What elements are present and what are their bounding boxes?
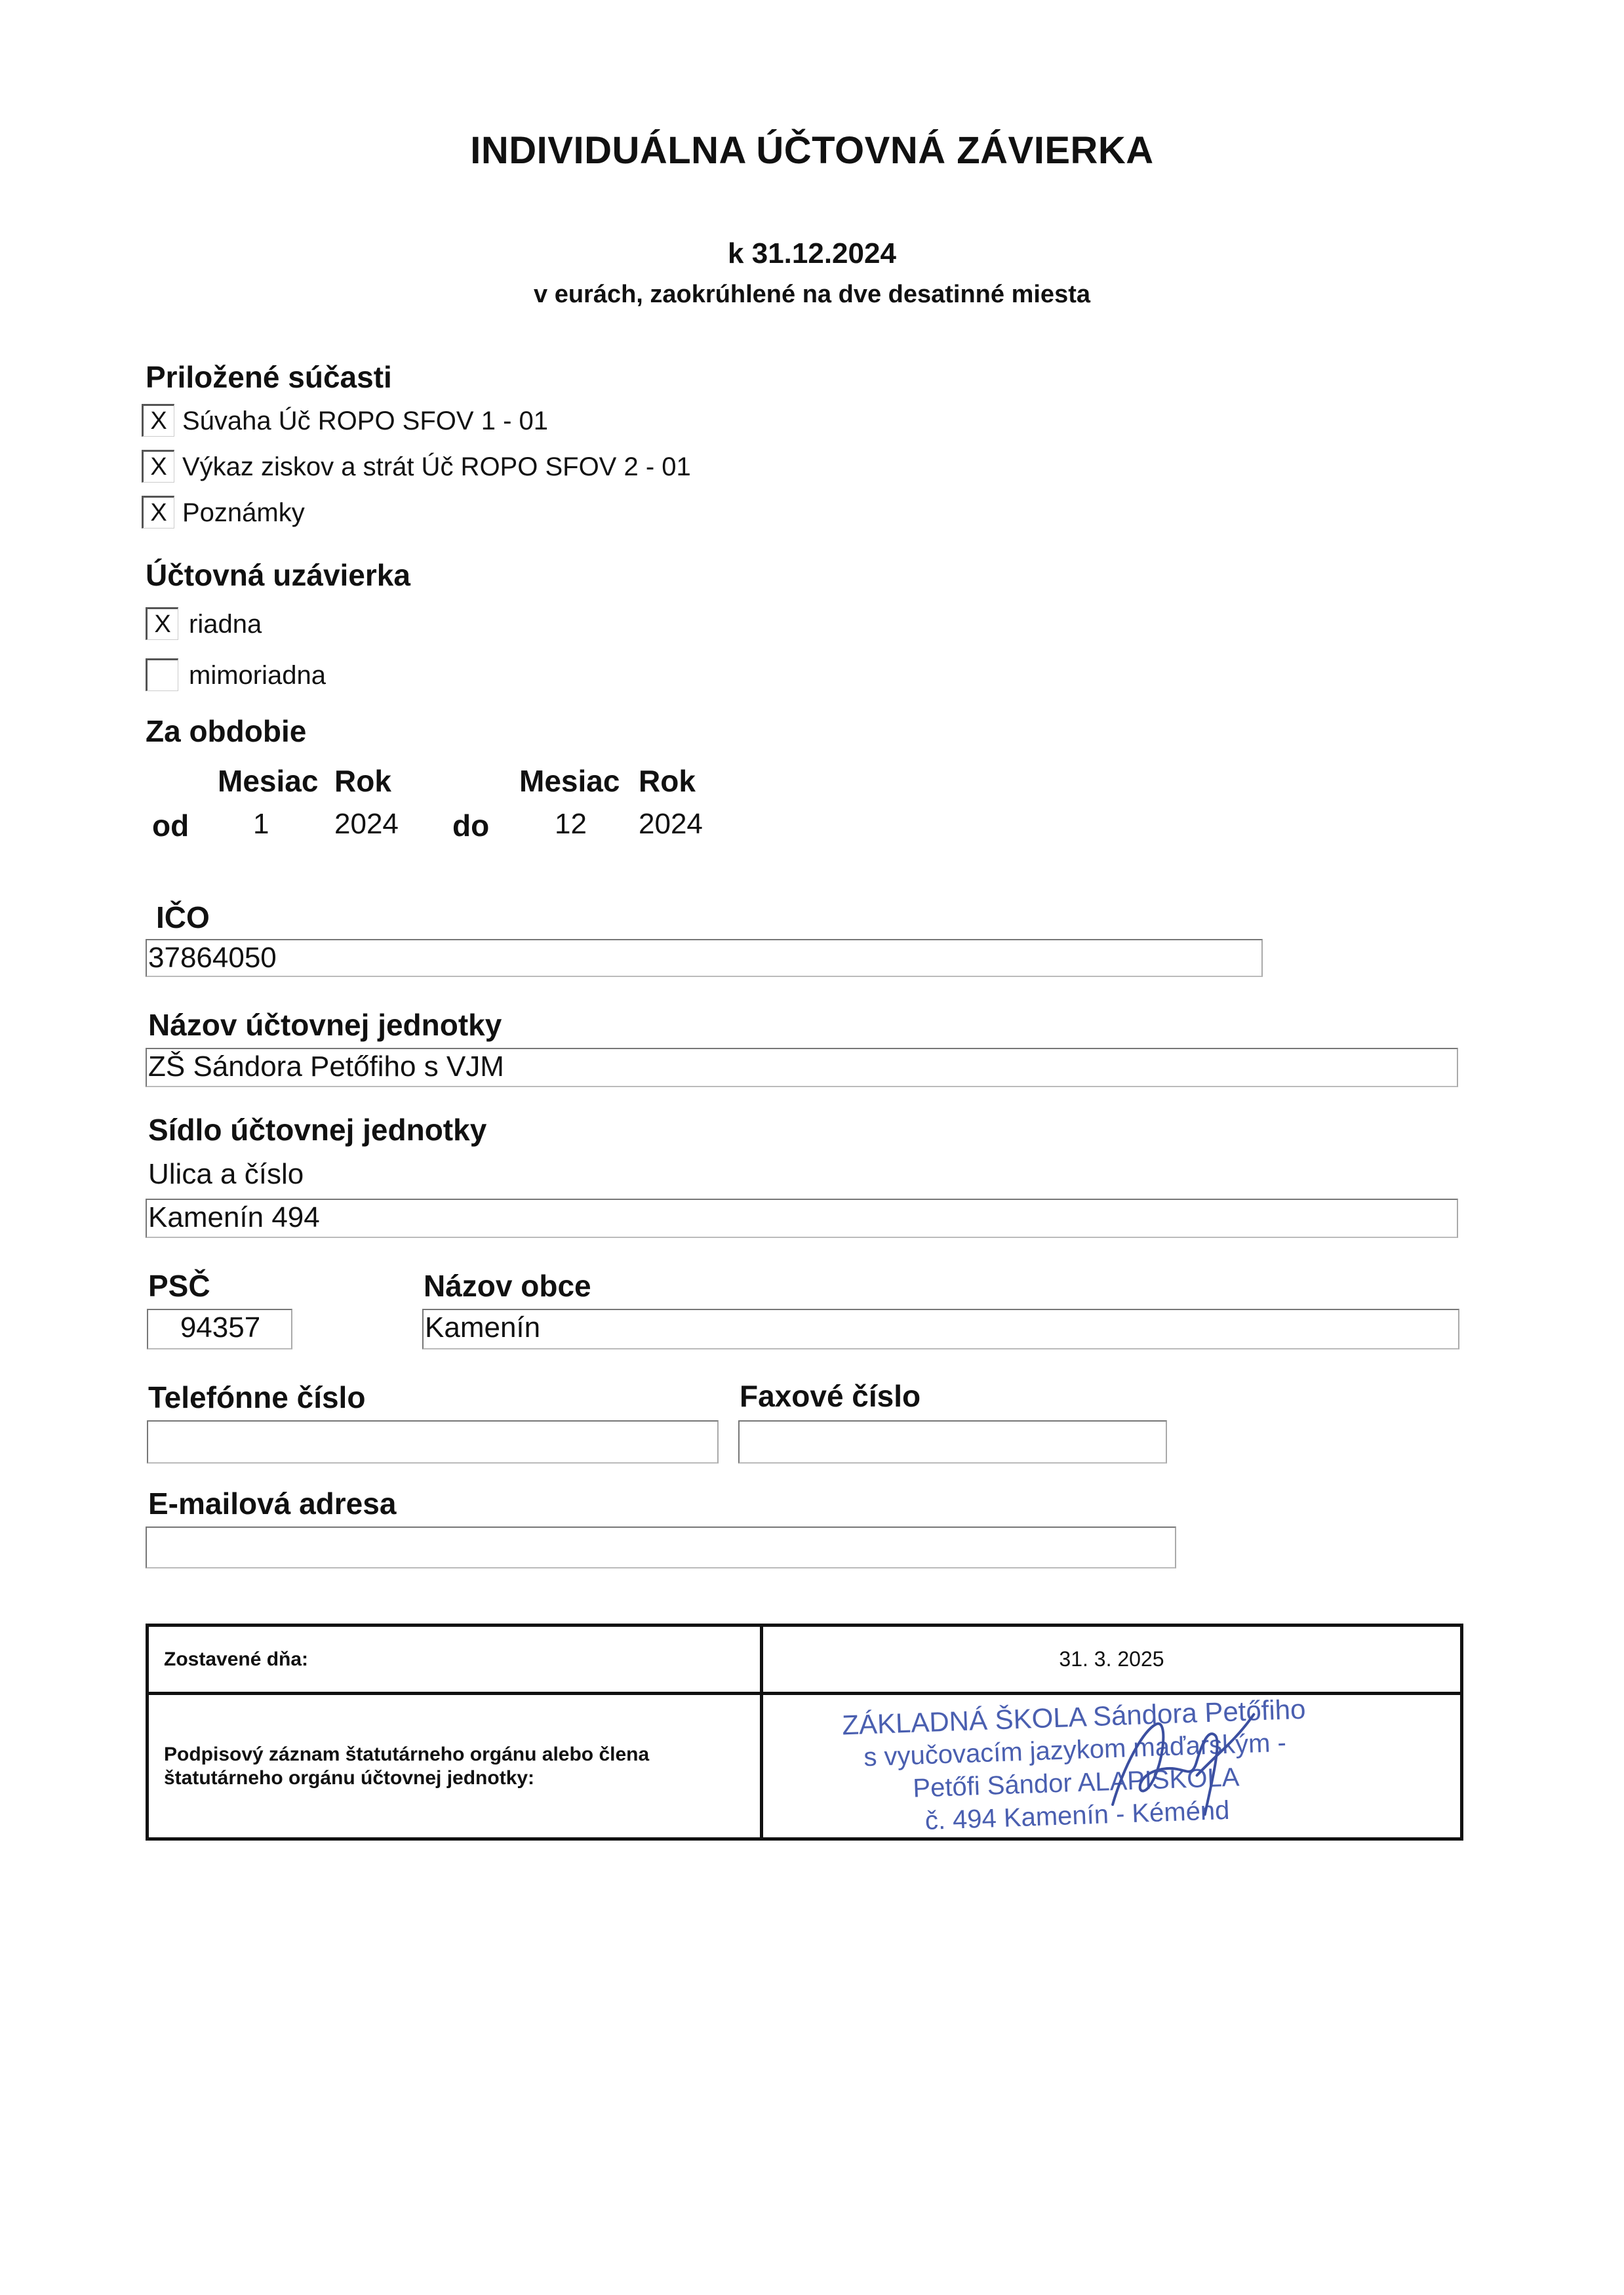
- signature-label-cell: [148, 1694, 762, 1839]
- period-from-label: od: [152, 808, 189, 843]
- stamp-line-4: č. 494 Kamenín - Kéménd: [924, 1795, 1231, 1835]
- closing-label-regular: riadna: [189, 610, 262, 639]
- ico-field[interactable]: 37864050: [146, 939, 1263, 977]
- street-label: Ulica a číslo: [148, 1158, 304, 1190]
- fax-label: Faxové číslo: [740, 1379, 921, 1413]
- signature-label: Podpisový záznam štatutárneho orgánu alebo člena štatutárneho orgánu účtovnej jednotky:: [164, 1743, 650, 1789]
- closing-checkbox-extraordinary[interactable]: [146, 658, 178, 691]
- stamp-line-2: s vyučovacím jazykom maďarským -: [863, 1728, 1287, 1772]
- signature-stamp-cell: [762, 1694, 1462, 1839]
- period-from-year: 2024: [334, 808, 399, 840]
- ico-label: IČO: [156, 900, 210, 934]
- attachments-heading: Priložené súčasti: [146, 360, 392, 394]
- fax-field[interactable]: [738, 1420, 1167, 1464]
- email-field[interactable]: [146, 1527, 1176, 1568]
- period-heading: Za obdobie: [146, 714, 307, 748]
- stamp-line-1: ZÁKLADNÁ ŠKOLA Sándora Petőfiho: [841, 1693, 1307, 1740]
- compiled-date-value: 31. 3. 2025: [1059, 1647, 1164, 1671]
- attachment-checkbox-income[interactable]: X: [142, 450, 174, 483]
- handwritten-signature: [1096, 1700, 1271, 1837]
- document-title: INDIVIDUÁLNA ÚČTOVNÁ ZÁVIERKA: [470, 129, 1154, 172]
- entity-name-label: Názov účtovnej jednotky: [148, 1008, 502, 1042]
- closing-checkbox-regular[interactable]: X: [146, 607, 178, 640]
- period-from-year-label: Rok: [334, 764, 391, 798]
- report-date: k 31.12.2024: [728, 237, 896, 269]
- period-to-month-label: Mesiac: [519, 764, 620, 798]
- street-field[interactable]: Kamenín 494: [146, 1199, 1458, 1238]
- phone-field[interactable]: [147, 1420, 719, 1464]
- attachment-label-income: Výkaz ziskov a strát Úč ROPO SFOV 2 - 01: [182, 452, 691, 481]
- psc-field[interactable]: 94357: [147, 1309, 292, 1349]
- closing-label-extraordinary: mimoriadna: [189, 661, 326, 690]
- city-field[interactable]: Kamenín: [422, 1309, 1459, 1349]
- email-label: E-mailová adresa: [148, 1487, 397, 1521]
- school-stamp: [690, 1687, 1461, 1845]
- address-heading: Sídlo účtovnej jednotky: [148, 1113, 487, 1147]
- stamp-line-3: Petőfi Sándor ALAPISKOLA: [912, 1762, 1240, 1803]
- attachment-label-balance: Súvaha Úč ROPO SFOV 1 - 01: [182, 407, 548, 435]
- period-to-year: 2024: [639, 808, 703, 840]
- attachment-checkbox-notes[interactable]: X: [142, 496, 174, 529]
- city-label: Názov obce: [424, 1269, 591, 1303]
- period-to-label: do: [452, 808, 490, 843]
- signature-table: [146, 1624, 1463, 1841]
- period-to-year-label: Rok: [639, 764, 696, 798]
- entity-name-field[interactable]: ZŠ Sándora Petőfiho s VJM: [146, 1048, 1458, 1087]
- attachment-label-notes: Poznámky: [182, 498, 305, 527]
- currency-note: v eurách, zaokrúhlené na dve desatinné miesta: [534, 281, 1090, 308]
- compiled-date-label: Zostavené dňa:: [164, 1648, 309, 1670]
- closing-heading: Účtovná uzávierka: [146, 558, 410, 592]
- compiled-date-value-cell: [762, 1626, 1462, 1694]
- phone-label: Telefónne číslo: [148, 1380, 366, 1414]
- period-from-month-label: Mesiac: [218, 764, 319, 798]
- period-from-month: 1: [253, 808, 269, 840]
- psc-label: PSČ: [148, 1269, 210, 1303]
- attachment-checkbox-balance[interactable]: X: [142, 404, 174, 437]
- period-to-month: 12: [555, 808, 587, 840]
- compiled-date-label-cell: [148, 1626, 762, 1694]
